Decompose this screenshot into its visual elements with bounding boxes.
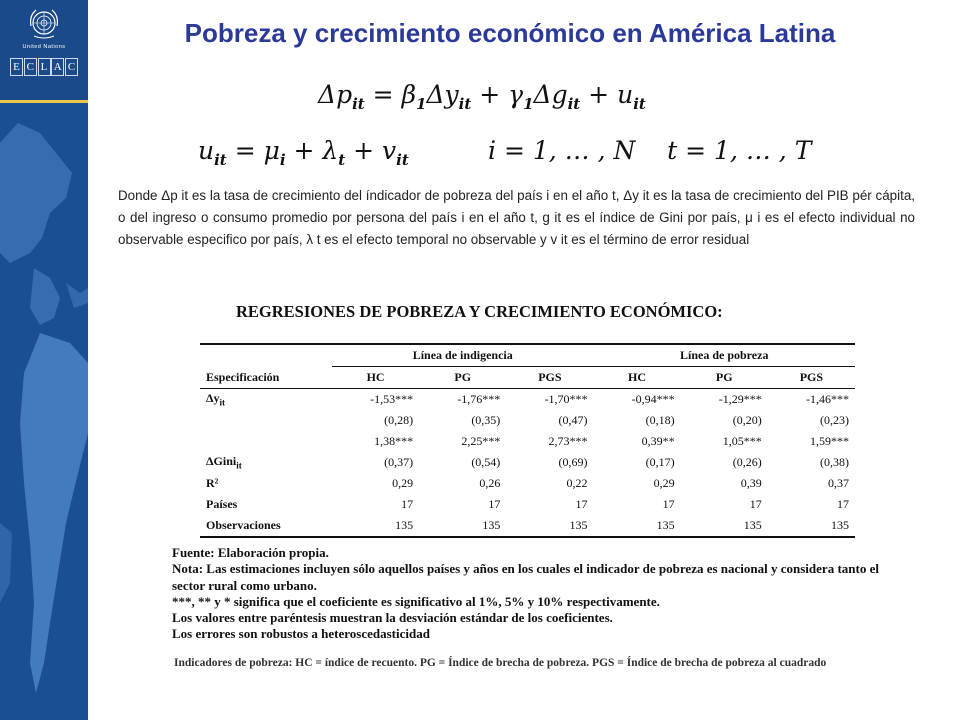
row-label	[200, 431, 332, 452]
table-cell: (0,28)	[384, 413, 414, 427]
left-band	[0, 0, 88, 720]
table-cell: -1,70***	[544, 392, 588, 406]
table-cell: 1,59***	[810, 434, 849, 448]
table-cell: 0,22	[566, 476, 588, 490]
table-cell: (0,20)	[732, 413, 762, 427]
table-cell: 17	[488, 497, 501, 511]
logo-panel	[0, 0, 88, 100]
table-cell: (0,18)	[645, 413, 675, 427]
table-cell: 0,37	[828, 476, 849, 490]
table-cell: 17	[575, 497, 588, 511]
row-label: Observaciones	[200, 515, 332, 537]
table-cell: 135	[768, 515, 855, 537]
table-cell: (0,47)	[558, 413, 588, 427]
table-cell: 2,25***	[461, 434, 501, 448]
table-cell: -1,46***	[806, 392, 849, 406]
column-header: PG	[681, 367, 768, 389]
table-cell: 17	[401, 497, 414, 511]
eclac-letter: C	[65, 58, 78, 76]
table-row	[200, 473, 855, 494]
eclac-letter: L	[38, 58, 51, 76]
main-equation: $\Delta p_{it} = \beta_1\Delta y_{it} + \gamma_1\Delta g_{it} + u_{it}$	[318, 80, 646, 113]
table-cell: (0,38)	[820, 455, 849, 469]
table-cell: 135	[332, 515, 419, 537]
table-cell: 17	[662, 497, 675, 511]
group-header-indigencia: Línea de indigencia	[332, 344, 593, 367]
regression-table	[200, 343, 855, 538]
row-label: R²	[206, 476, 219, 490]
table-cell: 135	[593, 515, 680, 537]
table-cell: 135	[681, 515, 768, 537]
column-header: Especificación	[200, 367, 332, 389]
table-cell: 2,73***	[548, 434, 588, 448]
note-line: Los valores entre paréntesis muestran la desviación estándar de los coeficientes.	[172, 610, 613, 626]
table-cell: -0,94***	[631, 392, 675, 406]
note-line: Los errores son robustos a heteroscedasticidad	[172, 626, 430, 642]
error-equation: $u_{it} = \mu_i + \lambda_t + v_{it}$	[198, 136, 409, 169]
row-label: Países	[206, 497, 238, 511]
table-cell: (0,17)	[645, 455, 675, 469]
group-header-pobreza: Línea de pobreza	[593, 344, 855, 367]
table-row	[200, 431, 855, 452]
table-cell: 0,29	[392, 476, 414, 490]
table-cell: -1,53***	[370, 392, 414, 406]
table-cell: 17	[837, 497, 849, 511]
note-line: ***, ** y * significa que el coeficiente es significativo al 1%, 5% y 10% respectivamente.	[172, 593, 660, 609]
description-paragraph: Donde Δp it es la tasa de crecimiento del índicador de pobreza del país i en el año t, Δy it es la tasa de crecimiento del PIB pér cápita, o del ingreso o consumo promedio por persona del país i en el año t, g it es el índice de Gini por país, μ i es el efecto individual no observable especifico por país, λ t es el efecto temporal no observable y v it es el término de error residual	[118, 188, 915, 247]
table-row	[200, 389, 855, 411]
table-row	[200, 452, 855, 473]
column-header: PGS	[506, 367, 593, 389]
indicators-legend: Indicadores de pobreza: HC = índice de recuento. PG = Índice de brecha de pobreza. PGS = Índice de brecha de pobreza al cuadrado	[174, 657, 827, 669]
table-cell: (0,26)	[732, 455, 762, 469]
table-corner	[200, 344, 332, 367]
row-label	[200, 410, 332, 431]
org-label: United Nations	[22, 44, 66, 50]
table-cell: -1,76***	[457, 392, 501, 406]
table-row	[200, 410, 855, 431]
un-emblem-icon	[26, 6, 62, 42]
column-header: PGS	[768, 367, 855, 389]
band-separator	[88, 0, 91, 720]
table-notes	[172, 545, 892, 643]
index-equation: i = 1, … , N t = 1, … , T	[488, 136, 812, 165]
eclac-letter: C	[24, 58, 37, 76]
note-line: Nota: Las estimaciones incluyen sólo aquellos países y años en los cuales el indicador de pobreza es nacional y considera tanto el sector rural como urbano.	[172, 561, 883, 593]
table-cell: 0,29	[653, 476, 675, 490]
table-title: REGRESIONES DE POBREZA Y CRECIMIENTO ECONÓMICO:	[236, 302, 723, 321]
table-cell: 1,38***	[374, 434, 414, 448]
table-cell: -1,29***	[718, 392, 762, 406]
column-header: HC	[593, 367, 680, 389]
table-row	[200, 515, 855, 537]
table-row	[200, 494, 855, 515]
table-cell: (0,54)	[471, 455, 501, 469]
eclac-letter: A	[51, 58, 64, 76]
row-label: $\Delta y_{it}$	[206, 391, 226, 408]
table-cell: (0,37)	[384, 455, 414, 469]
column-header: HC	[332, 367, 419, 389]
table-cell: (0,23)	[820, 413, 849, 427]
note-line: Fuente: Elaboración propia.	[172, 545, 329, 560]
table-cell: 0,26	[479, 476, 501, 490]
page-title: Pobreza y crecimiento económico en América Latina	[184, 18, 836, 48]
table-cell: 135	[419, 515, 506, 537]
table-cell: (0,69)	[558, 455, 588, 469]
table-cell: 1,05***	[722, 434, 762, 448]
americas-map-image	[0, 103, 88, 720]
table-cell: (0,35)	[471, 413, 501, 427]
table-cell: 0,39	[740, 476, 762, 490]
table-cell: 0,39**	[641, 434, 675, 448]
column-header: PG	[419, 367, 506, 389]
table-cell: 135	[506, 515, 593, 537]
row-label: ΔGini$_{it}$	[206, 454, 242, 471]
eclac-letter: E	[10, 58, 23, 76]
table-cell: 17	[749, 497, 762, 511]
eclac-logo	[10, 58, 78, 76]
